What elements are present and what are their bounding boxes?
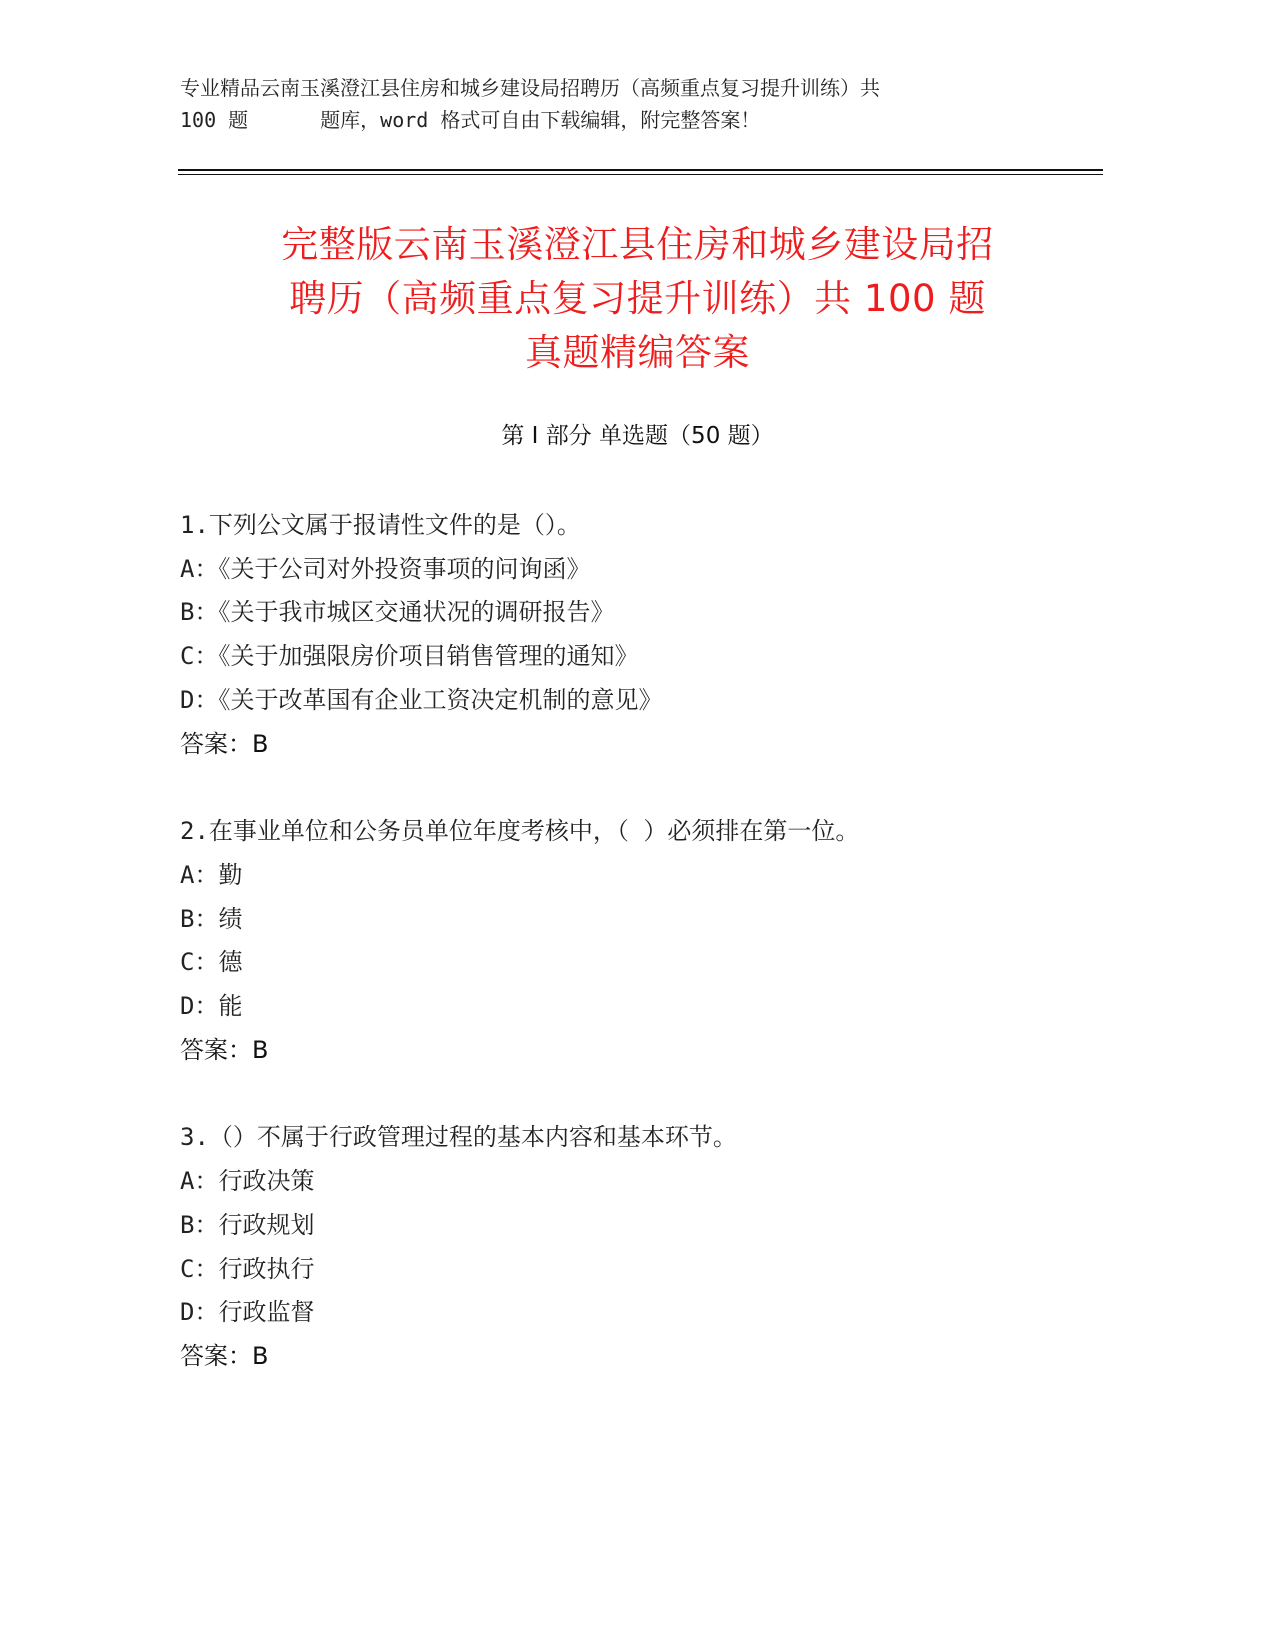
- header-question-count: 100 题: [180, 108, 249, 132]
- header-description: 题库，word 格式可自由下载编辑，附完整答案！: [320, 108, 761, 132]
- option-b: B：行政规划: [180, 1210, 315, 1239]
- question-stem: 2.在事业单位和公务员单位年度考核中，（ ）必须排在第一位。: [180, 817, 860, 846]
- option-c: C：《关于加强限房价项目销售管理的通知》: [180, 642, 639, 671]
- option-d: D：《关于改革国有企业工资决定机制的意见》: [180, 685, 663, 714]
- option-b: B：绩: [180, 904, 243, 933]
- question-item: [180, 810, 1120, 1072]
- option-d: D：能: [180, 992, 243, 1021]
- title-line-2: 聘历（高频重点复习提升训练）共 100 题: [289, 277, 986, 320]
- header-line-1: 专业精品云南玉溪澄江县住房和城乡建设局招聘历（高频重点复习提升训练）共: [180, 76, 880, 100]
- question-list: [180, 504, 1120, 1423]
- question-stem: 1.下列公文属于报请性文件的是（）。: [180, 511, 581, 539]
- section-heading: 第 I 部分 单选题（50 题）: [501, 423, 774, 449]
- option-d: D：行政监督: [180, 1298, 315, 1327]
- option-b: B：《关于我市城区交通状况的调研报告》: [180, 598, 615, 627]
- question-item: [180, 504, 1120, 766]
- title-line-3: 真题精编答案: [525, 331, 750, 374]
- question-stem: 3.（）不属于行政管理过程的基本内容和基本环节。: [180, 1123, 737, 1152]
- header-line-2: [180, 104, 1080, 136]
- option-a: A：行政决策: [180, 1167, 315, 1196]
- header-divider-thick: [178, 169, 1103, 171]
- option-a: A：《关于公司对外投资事项的问询函》: [180, 554, 591, 583]
- answer: 答案：B: [180, 1035, 269, 1064]
- option-c: C：行政执行: [180, 1254, 315, 1283]
- question-item: [180, 1116, 1120, 1378]
- header-note: [180, 72, 1080, 136]
- answer: 答案：B: [180, 729, 269, 758]
- header-divider-thin: [178, 174, 1103, 175]
- document-title: [160, 218, 1115, 380]
- option-c: C：德: [180, 948, 243, 977]
- option-a: A：勤: [180, 860, 243, 889]
- answer: 答案：B: [180, 1341, 269, 1370]
- title-line-1: 完整版云南玉溪澄江县住房和城乡建设局招: [281, 223, 994, 266]
